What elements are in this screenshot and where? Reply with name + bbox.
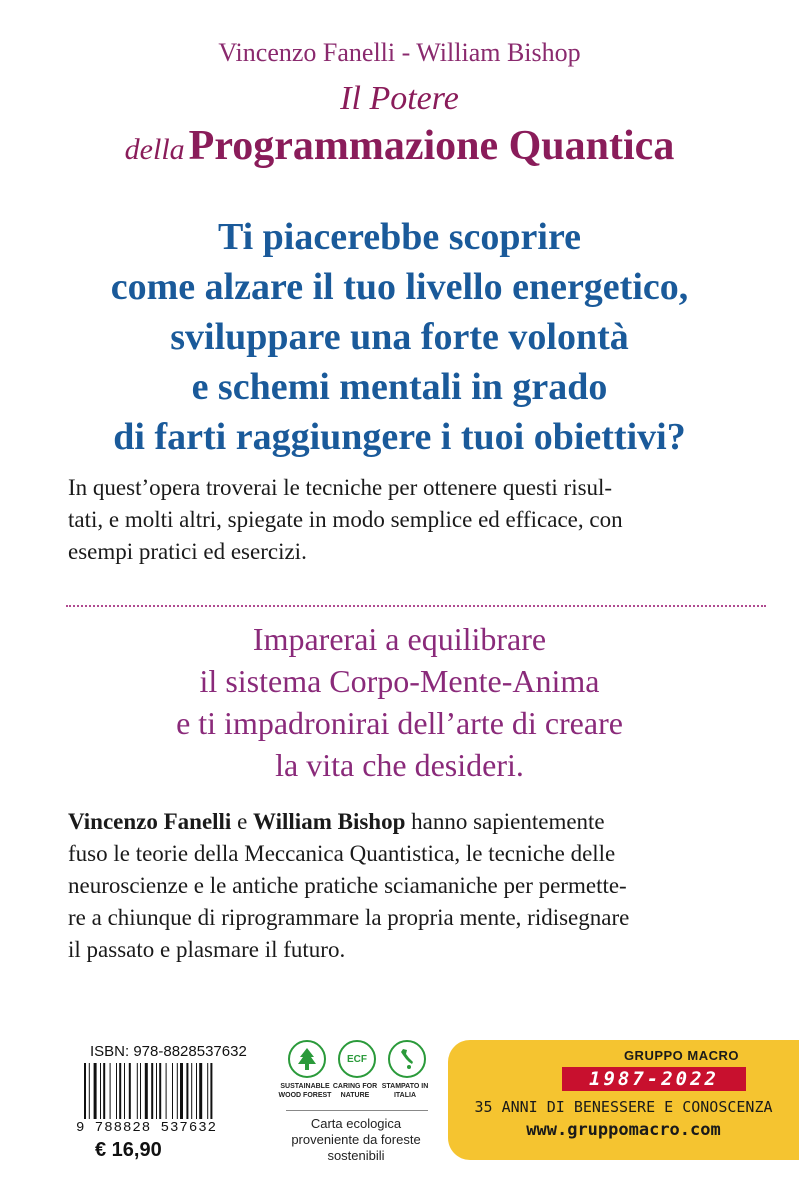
website-link[interactable]: www.gruppomacro.com <box>526 1120 721 1140</box>
bio-line <box>68 806 768 838</box>
publisher-banner <box>448 1040 799 1160</box>
barcode-bar <box>177 1063 178 1119</box>
barcode-bar <box>191 1063 192 1119</box>
publisher-name: GRUPPO MACRO <box>623 1048 739 1063</box>
barcode-bar <box>210 1063 212 1119</box>
intro-line: tati, e molti altri, spiegate in modo semplice ed efficace, con <box>68 507 623 532</box>
ecf-icon <box>338 1040 376 1078</box>
tree-icon <box>288 1040 326 1078</box>
intro-line: esempi pratici ed esercizi. <box>68 539 307 564</box>
barcode-bar <box>129 1063 131 1119</box>
question-line: e schemi mentali in grado <box>191 366 608 408</box>
barcode-bar <box>151 1063 153 1119</box>
barcode-digits: 9 788828 537632 <box>76 1120 218 1136</box>
ecf-text: ECF <box>347 1053 367 1065</box>
barcode-bar <box>84 1063 86 1119</box>
bio-line: re a chiunque di riprogrammare la propria mente, ridisegnare <box>68 905 630 930</box>
authors: Vincenzo Fanelli - William Bishop <box>218 38 581 67</box>
barcode-bar <box>140 1063 141 1119</box>
eco-badges <box>276 1040 436 1163</box>
badge-label: SUSTAINABLE WOOD FOREST <box>278 1083 332 1099</box>
barcode-bar <box>110 1063 111 1119</box>
highlight-line: Imparerai a equilibrare <box>252 621 547 657</box>
barcode-bar <box>186 1063 188 1119</box>
highlight-block <box>0 618 799 786</box>
bio-line: neuroscienze e le antiche pratiche sciamaniche per permette- <box>68 873 627 898</box>
barcode-bar <box>89 1063 90 1119</box>
bio-conj: e <box>231 809 254 834</box>
question-line: come alzare il tuo livello energetico, <box>110 266 689 308</box>
barcode-bar <box>180 1063 183 1119</box>
highlight-line: il sistema Corpo-Mente-Anima <box>199 663 600 699</box>
barcode-bar <box>100 1063 101 1119</box>
bio-paragraph <box>68 806 768 966</box>
title-preposition: della <box>124 133 185 166</box>
bio-line: fuso le teorie della Meccanica Quantistica, le tecniche delle <box>68 841 616 866</box>
question-block <box>0 212 799 462</box>
highlight-line: la vita che desideri. <box>275 747 524 783</box>
barcode-bar <box>207 1063 208 1119</box>
title-main: Programmazione Quantica <box>188 123 675 169</box>
barcode-bar <box>199 1063 202 1119</box>
barcode-icon <box>84 1063 250 1119</box>
tagline: 35 ANNI DI BENESSERE E CONOSCENZA <box>474 1098 773 1116</box>
years-badge: 1987-2022 <box>562 1067 746 1091</box>
bio-author-1: Vincenzo Fanelli <box>68 809 232 834</box>
barcode-bar <box>103 1063 105 1119</box>
bio-line-rest: hanno sapientemente <box>405 809 605 834</box>
barcode-bar <box>156 1063 157 1119</box>
price: € 16,90 <box>95 1139 162 1161</box>
barcode-bar <box>196 1063 197 1119</box>
barcode-bar <box>145 1063 148 1119</box>
eco-text: Carta ecologica proveniente da foreste sostenibili <box>291 1116 421 1163</box>
intro-paragraph <box>68 472 768 568</box>
eco-divider <box>286 1110 428 1111</box>
bio-line: il passato e plasmare il futuro. <box>68 937 346 962</box>
isbn-text: ISBN: 978-8828537632 <box>90 1043 247 1060</box>
question-line: Ti piacerebbe scoprire <box>217 216 582 258</box>
title-line-2 <box>0 122 799 170</box>
dotted-divider <box>66 605 766 607</box>
badge-label: STAMPATO IN ITALIA <box>381 1083 429 1099</box>
bio-author-2: William Bishop <box>253 809 406 834</box>
highlight-line: e ti impadronirai dell’arte di creare <box>176 705 623 741</box>
question-line: sviluppare una forte volontà <box>170 316 629 358</box>
barcode-bar <box>119 1063 121 1119</box>
barcode-bar <box>159 1063 161 1119</box>
barcode-bar <box>124 1063 125 1119</box>
question-line: di farti raggiungere i tuoi obiettivi? <box>113 416 686 458</box>
barcode-bar <box>172 1063 173 1119</box>
title-line-1: Il Potere <box>340 80 459 117</box>
barcode-bar <box>94 1063 97 1119</box>
italy-map-icon <box>388 1040 426 1078</box>
badge-label: CARING FOR NATURE <box>332 1083 378 1099</box>
barcode-bar <box>166 1063 167 1119</box>
barcode-bar <box>116 1063 117 1119</box>
intro-line: In quest’opera troverai le tecniche per ottenere questi risul- <box>68 475 613 500</box>
barcode-bar <box>137 1063 138 1119</box>
